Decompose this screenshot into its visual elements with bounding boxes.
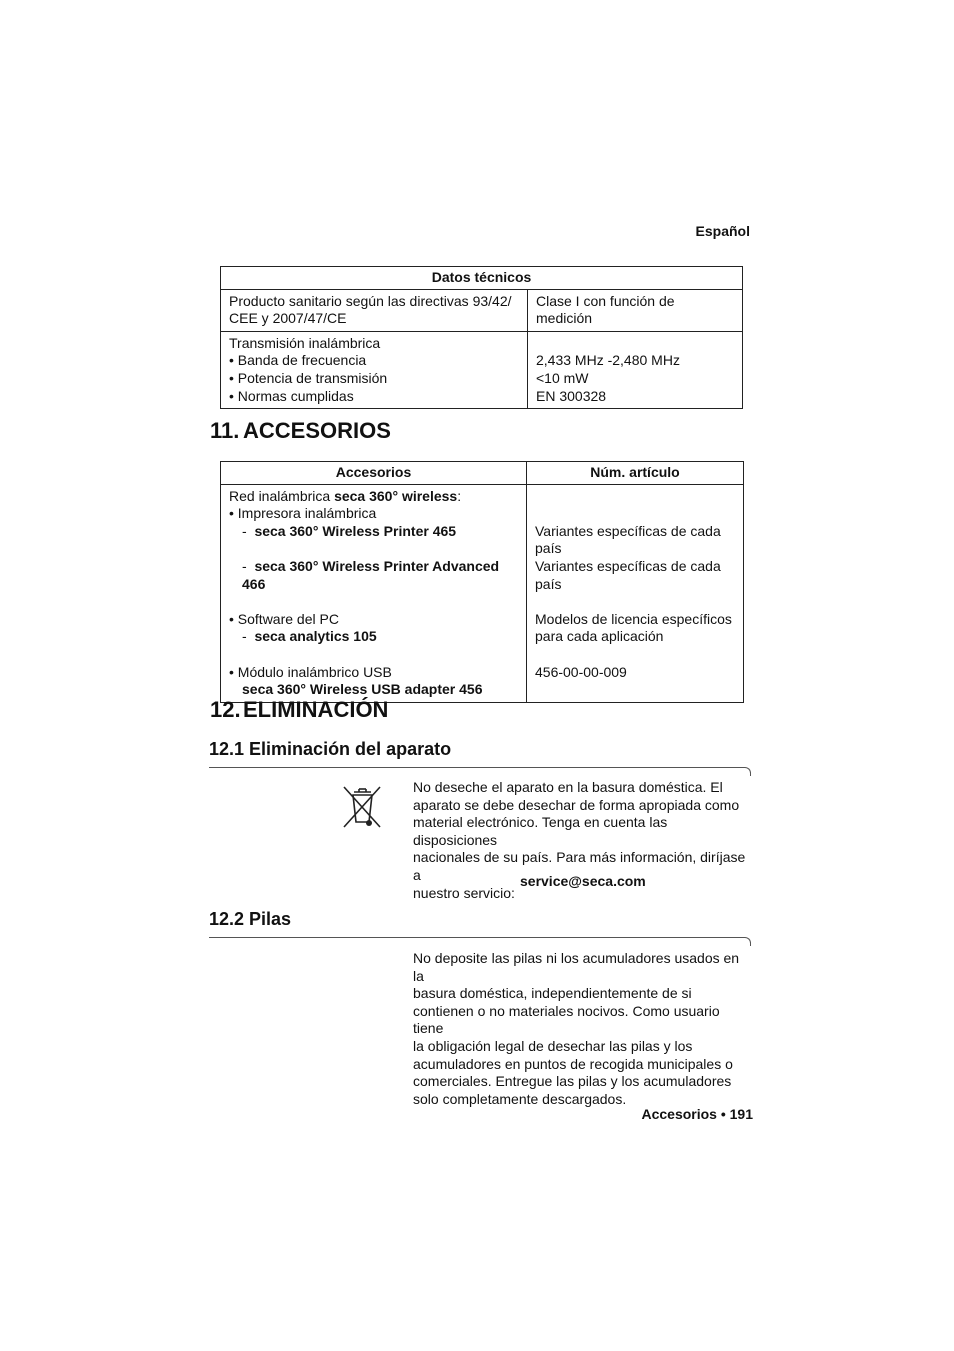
article-numbers-cell: Variantes específicas de cada país Variantes específicas de cada país Modelos de licencia específicos para cada aplicación 456-00-00-009 bbox=[527, 484, 744, 702]
analytics-name: seca analytics 105 bbox=[254, 628, 377, 645]
divider-hook bbox=[744, 937, 751, 946]
page-footer: Accesorios • 191 bbox=[641, 1106, 753, 1122]
printer-466-name: seca 360° Wireless Printer Advanced 466 bbox=[242, 557, 500, 592]
crossed-out-wheelie-bin-icon bbox=[341, 784, 383, 832]
device-class-cell: Clase I con función de medición bbox=[528, 289, 743, 331]
divider-hook bbox=[744, 767, 751, 776]
section-12-2-heading: 12.2 Pilas bbox=[209, 909, 292, 929]
printer-465-name: seca 360° Wireless Printer 465 bbox=[254, 522, 457, 539]
section-11-heading: 11. ACCESORIOS bbox=[210, 418, 391, 443]
batteries-paragraph: No deposite las pilas ni los acumuladores usados en la basura doméstica, independientemente de si contienen o no materiales nocivos. Como usuario tiene la obligación legal de desechar las pilas y los acumuladores en puntos de recogida municipales o comerciales. Entregue las pilas y los acumuladores solo completamente descargados. bbox=[413, 950, 740, 1107]
accessories-table bbox=[220, 461, 744, 703]
accessories-list-cell: Red inalámbrica seca 360° wireless: • Impresora inalámbrica - seca 360° Wireless Printer 465 - seca 360° Wireless Printer Advanced 466 • Software del PC - seca analytics 105 • Módulo inalámbrico USB seca 360° Wireless USB adapter 456 bbox=[221, 484, 527, 702]
medical-device-cell: Producto sanitario según las directivas 93/42/ CEE y 2007/47/CE bbox=[221, 289, 528, 331]
section-12-1-heading: 12.1 Eliminación del aparato bbox=[209, 739, 452, 759]
wireless-values-cell: 2,433 MHz -2,480 MHz <10 mW EN 300328 bbox=[528, 331, 743, 408]
section-12-heading: 12. ELIMINACIÓN bbox=[210, 697, 389, 722]
article-number-column-header: Núm. artículo bbox=[527, 462, 744, 485]
usb-adapter-name: seca 360° Wireless USB adapter 456 bbox=[242, 681, 483, 698]
technical-data-table bbox=[220, 266, 743, 409]
service-email: service@seca.com bbox=[520, 873, 646, 889]
language-label: Español bbox=[695, 223, 750, 239]
technical-data-title: Datos técnicos bbox=[221, 267, 743, 290]
wireless-transmission-cell: Transmisión inalámbrica • Banda de frecuencia • Potencia de transmisión • Normas cumplidas bbox=[221, 331, 528, 408]
section-divider bbox=[209, 937, 745, 938]
disposal-paragraph: No deseche el aparato en la basura doméstica. El aparato se debe desechar de forma apropiada como material electrónico. Tenga en cuenta las disposiciones nacionales de su país. Para más información, diríjase a nuestro servicio: bbox=[413, 779, 746, 901]
accessories-column-header: Accesorios bbox=[221, 462, 527, 485]
section-divider bbox=[209, 767, 745, 768]
